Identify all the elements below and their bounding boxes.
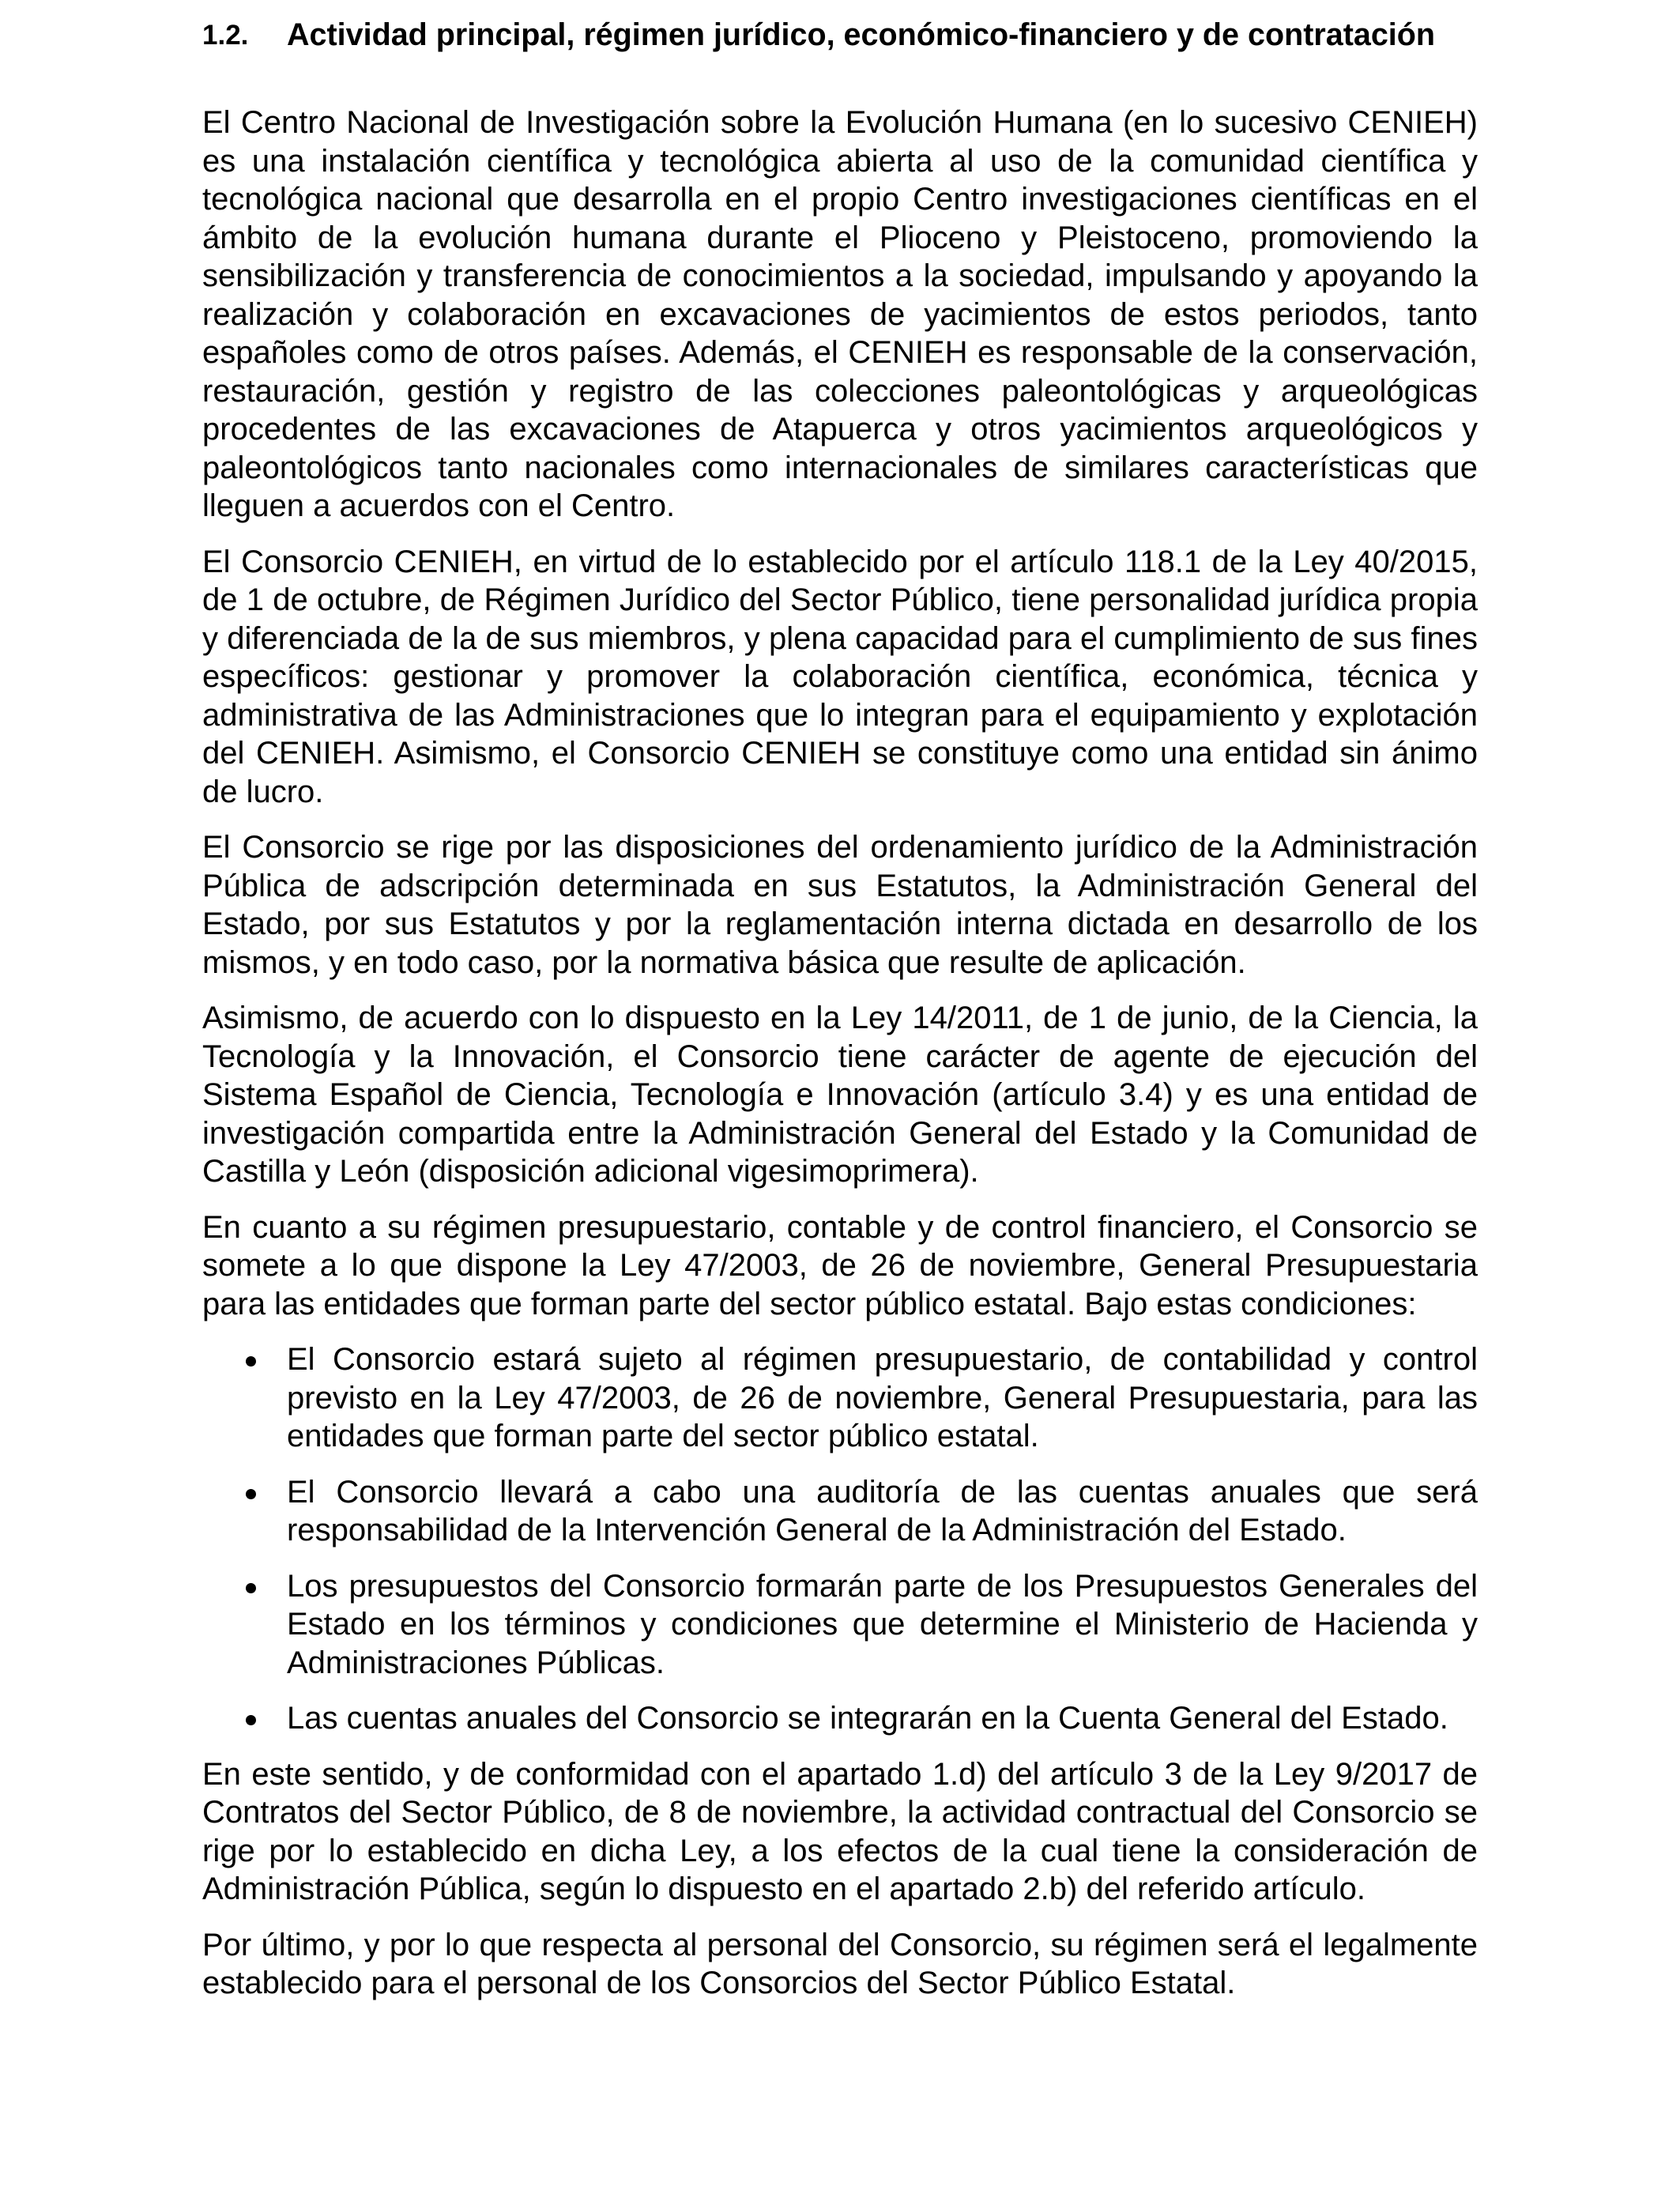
list-item (202, 1567, 1478, 1683)
paragraph-contracts-law: En este sentido, y de conformidad con el apartado 1.d) del artículo 3 de la Ley 9/2017 de Contratos del Sector Público, de 8 de noviembre, la actividad contractual del Consorcio se rige por lo establecido en dicha Ley, a los efectos de la cual tiene la consideración de Administración Pública, según lo dispuesto en el apartado 2.b) del referido artículo. (202, 1756, 1478, 1906)
list-item-text: Los presupuestos del Consorcio formarán parte de los Presupuestos Generales del Estado en los términos y condiciones que determine el Ministerio de Hacienda y Administraciones Públicas. (287, 1568, 1478, 1680)
list-item (202, 1473, 1478, 1550)
conditions-list (202, 1340, 1478, 1738)
paragraph-personnel-regime: Por último, y por lo que respecta al personal del Consorcio, su régimen será el legalmente establecido para el personal de los Consorcios del Sector Público Estatal. (202, 1927, 1478, 2000)
section-title: Actividad principal, régimen jurídico, económico-financiero y de contratación (287, 17, 1436, 52)
bullet-icon (202, 1699, 287, 1738)
section-number: 1.2. (202, 20, 249, 51)
bullet-icon (202, 1567, 287, 1683)
list-item-text: El Consorcio estará sujeto al régimen presupuestario, de contabilidad y control previsto en la Ley 47/2003, de 26 de noviembre, General Presupuestaria, para las entidades que forman parte del sector público estatal. (287, 1342, 1478, 1453)
document-page (202, 16, 1478, 2020)
paragraph-governing-rules: El Consorcio se rige por las disposiciones del ordenamiento jurídico de la Administración Pública de adscripción determinada en sus Estatutos, la Administración General del Estado, por sus Estatutos y por la reglamentación interna dictada en desarrollo de los mismos, y en todo caso, por la normativa básica que resulte de aplicación. (202, 830, 1478, 980)
section-heading (202, 16, 1478, 55)
paragraph-science-law: Asimismo, de acuerdo con lo dispuesto en la Ley 14/2011, de 1 de junio, de la Ciencia, la Tecnología y la Innovación, el Consorcio tiene carácter de agente de ejecución del Sistema Español de Ciencia, Tecnología e Innovación (artículo 3.4) y es una entidad de investigación compartida entre la Administración General del Estado y la Comunidad de Castilla y León (disposición adicional vigesimoprimera). (202, 1001, 1478, 1189)
paragraph-cenieh-description: El Centro Nacional de Investigación sobre la Evolución Humana (en lo sucesivo CENIEH) es una instalación científica y tecnológica abierta al uso de la comunidad científica y tecnológica nacional que desarrolla en el propio Centro investigaciones científicas en el ámbito de la evolución humana durante el Plioceno y Pleistoceno, promoviendo la sensibilización y transferencia de conocimientos a la sociedad, impulsando y apoyando la realización y colaboración en excavaciones de yacimientos de estos periodos, tanto españoles como de otros países. Además, el CENIEH es responsable de la conservación, restauración, gestión y registro de las colecciones paleontológicas y arqueológicas procedentes de las excavaciones de Atapuerca y otros yacimientos arqueológicos y paleontológicos tanto nacionales como internacionales de similares características que lleguen a acuerdos con el Centro. (202, 105, 1478, 523)
bullet-icon (202, 1473, 287, 1550)
list-item (202, 1699, 1478, 1738)
list-item (202, 1340, 1478, 1456)
list-item-text: El Consorcio llevará a cabo una auditoría de las cuentas anuales que será responsabilidad de la Intervención General de la Administración del Estado. (287, 1474, 1478, 1547)
bullet-icon (202, 1340, 287, 1456)
list-item-text: Las cuentas anuales del Consorcio se integrarán en la Cuenta General del Estado. (287, 1701, 1448, 1736)
paragraph-legal-personality: El Consorcio CENIEH, en virtud de lo establecido por el artículo 118.1 de la Ley 40/2015, de 1 de octubre, de Régimen Jurídico del Sector Público, tiene personalidad jurídica propia y diferenciada de la de sus miembros, y plena capacidad para el cumplimiento de sus fines específicos: gestionar y promover la colaboración científica, económica, técnica y administrativa de las Administraciones que lo integran para el equipamiento y explotación del CENIEH. Asimismo, el Consorcio CENIEH se constituye como una entidad sin ánimo de lucro. (202, 544, 1478, 809)
paragraph-budget-regime: En cuanto a su régimen presupuestario, contable y de control financiero, el Consorcio se somete a lo que dispone la Ley 47/2003, de 26 de noviembre, General Presupuestaria para las entidades que forman parte del sector público estatal. Bajo estas condiciones: (202, 1209, 1478, 1321)
